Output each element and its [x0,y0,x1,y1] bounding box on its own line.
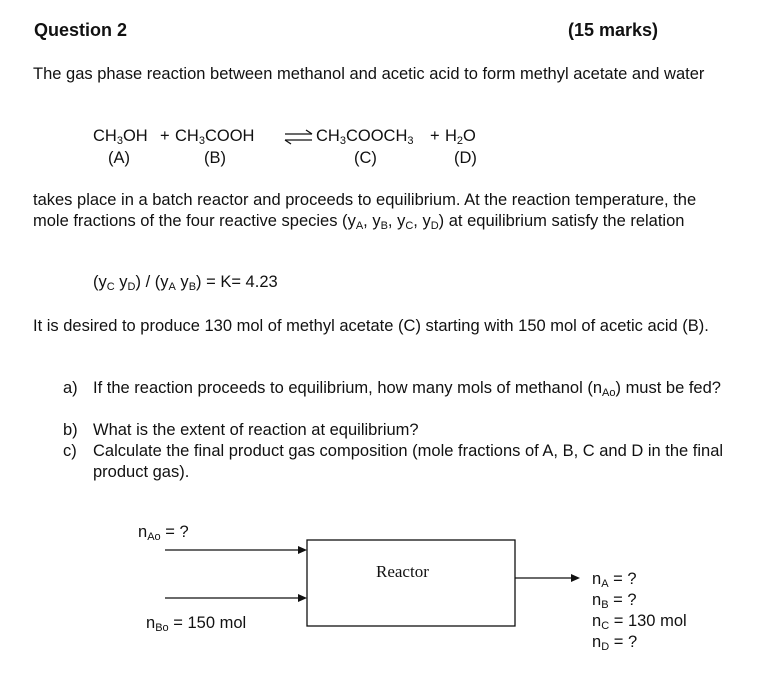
reactor-label: Reactor [376,562,429,581]
product-methyl-acetate: $CH_3COOCH_3$ [316,127,414,147]
question-label: c) [63,442,77,460]
question-text: Calculate the final product gas composition (mole fractions of A, B, C and D in the final product gas). [93,442,724,481]
question-label: b) [63,421,78,439]
species-label-c: (C) [354,149,377,167]
reactant-methanol: $CH_3OH$ [93,127,148,147]
reactor-box [307,540,515,626]
reaction-description: takes place in a batch reactor and proceeds to equilibrium. At the reaction temperature, the mole fractions of the four reactive species ($y_A$, $y_B$, $y_C$, $y_D$) at equilibrium satisfy the relation [33,191,697,232]
equilibrium-relation: ($y_C$ $y_D) / (y_A$ $y_B) = K= 4.23$ [93,273,278,293]
reactant-acetic-acid: $CH_3COOH$ [175,127,255,147]
plus-sign: + [160,127,170,145]
feed-b-arrowhead-icon [298,594,307,602]
question-text: What is the extent of reaction at equilibrium? [93,421,419,439]
production-goal: It is desired to produce 130 mol of methyl acetate (C) starting with 150 mol of acetic acid (B). [33,317,709,335]
question-label: a) [63,379,78,397]
product-c-label: $n_C = 130$ mol [592,612,687,632]
product-arrowhead-icon [571,574,580,582]
question-marks: (15 marks) [568,20,659,40]
species-label-d: (D) [454,149,477,167]
species-label-a: (A) [108,149,130,167]
product-water: $H_2O$ [445,127,476,147]
question-title: Question 2 [34,20,128,40]
species-label-b: (B) [204,149,226,167]
question-text: If the reaction proceeds to equilibrium, how many mols of methanol $(n_{Ao})$ must be fed? [93,379,721,399]
product-b-label: $n_B$ = ? [592,591,637,611]
feed-b-label: $n_{Bo} = 150$ mol [146,614,247,634]
feed-a-arrowhead-icon [298,546,307,554]
plus-sign-2: + [430,127,440,145]
product-d-label: $n_D$ = ? [592,633,638,653]
intro-paragraph: The gas phase reaction between methanol and acetic acid to form methyl acetate and water [33,65,705,83]
feed-a-label: $n_{Ao}$ = ? [138,523,189,543]
product-a-label: $n_A$ = ? [592,570,637,590]
